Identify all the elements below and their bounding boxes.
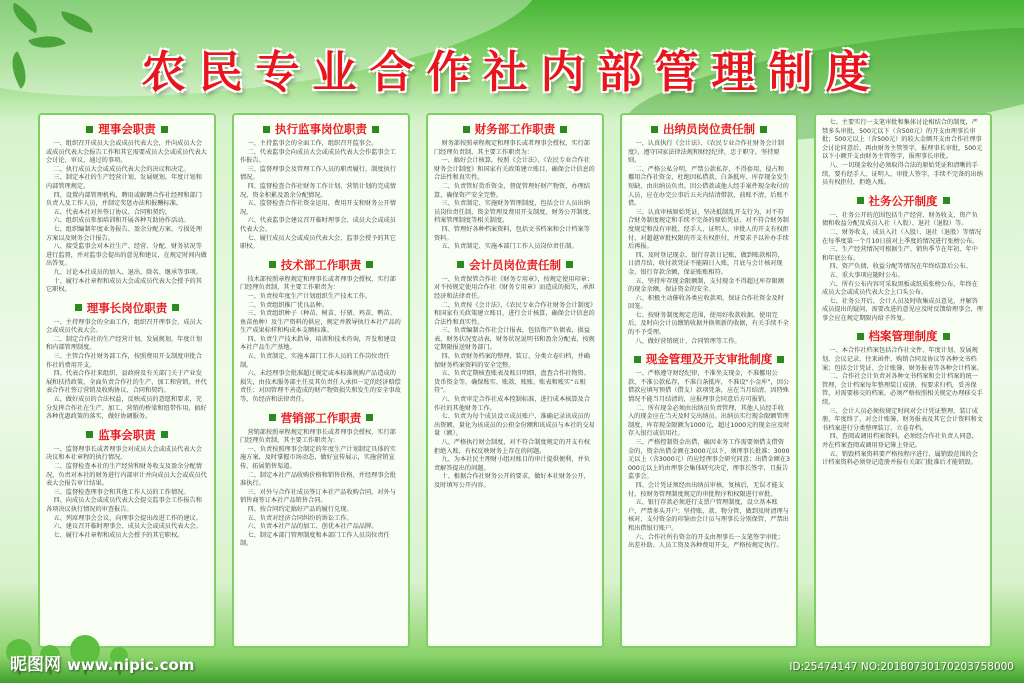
section-heading xyxy=(240,410,402,426)
body-paragraph: 八、接受监事会对本社生产、经营、分配、财务状况等进行监督，并对监事会提出的意见和建议，在规定时间内做出答复。 xyxy=(46,243,207,268)
body-paragraph: 八、严格执行财会制度，对不符合制度规定的开支有权拒绝入账，有权反映财务上存在的问题。 xyxy=(434,439,590,455)
body-paragraph: 二、合作社会计负责对各种文书档案和会计档案的统一管理，会计档案每年整理装订成册，按要求归档，妥善保管，对需要移交的档案，必须严格按照相关规定办理移交手续。 xyxy=(822,373,983,407)
body-paragraph: 四、代表合作社来组织、县政府及有关部门关于产业发展和扶持政策，全面负责合作社的生产、加工和营销，并代表合作社签订营销及收购协议、合同和契约。 xyxy=(46,370,207,395)
square-bullet-icon xyxy=(943,333,950,340)
column-1 xyxy=(38,113,216,648)
body-paragraph: 三、会计人员必须按规定时间对会计凭证整理、装订成册，年度终了，对会计账簿、财务报表及其它会计资料和文书档案进行分类整理装订、立卷存档。 xyxy=(822,407,983,432)
body-paragraph: 六、负责审定合作社成本控制标准，进行成本核算及合作社的其他财务工作。 xyxy=(434,396,590,412)
section xyxy=(46,300,208,422)
body-paragraph: 财务部按照章程规定和理事长或者理事会授权，实行部门经理负责制，其主要工作职责为： xyxy=(434,140,590,156)
body-paragraph: 二、制定本社产品收购价格和销售价格，并经理事会批准执行。 xyxy=(240,471,396,488)
body-paragraph: 三、负责组织种子（种苗、树苗、仔猪、鸡苗、鸭苗、鱼苗鱼种）及生产资料的供应，规定并教导执行本社产品的生产成果标样和构成本支额标准。 xyxy=(240,310,401,335)
body-paragraph: 一、主持监事会的全面工作，组织召开监事会。 xyxy=(247,140,378,147)
body-paragraph: 三、负责编制合作社会计报表，包括资产负债表、损益表、财务状况变动表，财务状况说明书和盈余分配表，按规定期限报送财务部门。 xyxy=(434,327,595,352)
section-heading xyxy=(434,257,596,273)
body-paragraph: 七、履行本社章程和成员大会授予的其它职权。 xyxy=(53,531,184,539)
section xyxy=(240,121,402,252)
body-paragraph: 九、讨论本社成员的加入、退出、除名、继承等事项。 xyxy=(53,268,202,276)
section-title: 执行监事岗位职责 xyxy=(275,122,367,136)
section xyxy=(822,193,984,324)
square-bullet-icon xyxy=(857,197,864,204)
square-bullet-icon xyxy=(760,126,767,133)
body-paragraph: 三、监督检查理事会和其他工作人员的工作情况。 xyxy=(53,488,190,496)
body-paragraph: 九、为本社民主理财小组对账目的审计提供便利，并负责解答提出的问题。 xyxy=(434,456,590,472)
column-4 xyxy=(620,113,798,648)
body-paragraph: 五、代表本社对外签订协议、合同和契约。 xyxy=(53,208,171,216)
body-paragraph: 四、设置内部管理机构，聘用或解聘合作社经理和部门负责人及工作人员，并制定奖惩办法和报酬标准。 xyxy=(46,191,202,208)
section-heading xyxy=(46,300,208,316)
section-heading xyxy=(240,121,402,137)
section xyxy=(434,257,596,491)
body-paragraph: 六、建议召开临时理事会、成员大会或成员代表大会。 xyxy=(53,523,202,531)
section xyxy=(240,257,402,405)
body-paragraph: 五、负责对经济合同纠纷的诉讼工作。 xyxy=(247,514,353,522)
body-paragraph: 七、组织编制年度业务报告、盈余分配方案、亏损处理方案以及财务会计报告。 xyxy=(46,225,202,242)
section-title: 社务公开制度 xyxy=(868,193,938,208)
section-title: 营销部工作职责 xyxy=(280,410,362,425)
section-heading xyxy=(628,351,790,367)
square-bullet-icon xyxy=(75,304,82,311)
body-paragraph: 十、根据合作社财务公开的要求，做好本社财务公开，及时填写公开内容。 xyxy=(434,473,590,489)
body-paragraph: 十、履行本社章程和成员大会或成员代表大会授予的其它职权。 xyxy=(46,277,202,294)
square-bullet-icon xyxy=(372,126,379,133)
square-bullet-icon xyxy=(161,431,168,438)
square-bullet-icon xyxy=(566,261,573,268)
body-paragraph: 三、严格控制资金出借，确因业务工作需要须借支借资金的，资金出借金额在3000元以下，须理事长批准；3000元以上（含3000元）的应经理事会研究同意；出借金额在3000元以上的由理事会集体研究决定，理事长签字，且报告监事会。 xyxy=(628,439,790,481)
watermark-url[interactable]: www.nipic.com xyxy=(67,656,195,674)
body-paragraph: 四、负责财务档案的整理、装订、分类立卷归档，并确保财务档案资料的安全完整。 xyxy=(434,353,590,369)
body-paragraph: 四、会计凭证须经由出纳员审核，复核后，无误才能支付，按财务管理制度规定的审批程序和权限进行审批。 xyxy=(628,481,784,498)
section xyxy=(46,121,208,295)
body-paragraph: 五、负责定期核查账表及账目明细，盘查合作社物资、货币资金等，确保账实、账款、账账、账表和账实“五相符”。 xyxy=(434,370,590,395)
body-paragraph: 五、列席理事会会议，向理事会提出改进工作的建议。 xyxy=(53,514,202,522)
square-bullet-icon xyxy=(269,261,276,268)
section xyxy=(822,328,984,467)
column-3 xyxy=(426,113,604,648)
section-heading xyxy=(46,121,208,137)
section-title: 现金管理及开支审批制度 xyxy=(645,352,773,367)
section-heading xyxy=(628,121,790,137)
square-bullet-icon xyxy=(560,126,567,133)
body-paragraph: 四、及时登记现金、银行存款日记账，做到账款相符，日清月结，收付款凭证不能隔日入账，月底与会计核对现金、银行存款余额，保证账账相符。 xyxy=(628,251,784,276)
body-paragraph: 六、所有公布内容可采取黑板或纸质张榜公布，年终在成员大会或成员代表大会上口头公布。 xyxy=(822,280,978,297)
square-bullet-icon xyxy=(651,126,658,133)
body-paragraph: 八、做好营销统计、合同管理等工作。 xyxy=(635,337,741,345)
body-paragraph: 三、制定本社的生产经营计划、发展规划、年度计划和内部管理规定。 xyxy=(46,174,202,190)
square-bullet-icon xyxy=(86,126,93,133)
section-heading xyxy=(240,257,402,273)
body-paragraph: 四、负责生产技术指导、培训和技术咨询，开发和建设本社产品生产基地。 xyxy=(240,335,396,352)
body-paragraph: 二、监督检查本社的生产经营和财务收支及盈余分配情况，负责对本社的财务进行内部审计并向成员大会或成员代表大会报告审计结果。 xyxy=(46,463,207,488)
body-paragraph: 三、监督理事会及管理工作人员的职责履行，制度执行情况。 xyxy=(240,165,396,182)
section-title: 会计员岗位责任制 xyxy=(469,257,561,272)
section xyxy=(628,121,790,346)
body-paragraph: 三、负责制定、实施财务管理制度，包括会计人员出纳员岗位责任制，资金管理及费用开支制度、财务公开制度、档案管理制度等相关制度。 xyxy=(434,200,595,225)
body-paragraph: 一、社务公开的范围包括生产经营、财务收支、资产负债和收益分配及成员入社（入股）、退社（退股）等。 xyxy=(822,211,978,228)
square-bullet-icon xyxy=(943,197,950,204)
body-paragraph: 七、履行成员大会或成员代表大会、监事会授予的其它职权。 xyxy=(240,234,396,251)
section xyxy=(628,351,790,550)
square-bullet-icon xyxy=(86,431,93,438)
column-5 xyxy=(814,113,992,648)
section-title: 理事长岗位职责 xyxy=(86,300,168,315)
body-paragraph: 六、负责本社产品的加工、创优本社产品品牌。 xyxy=(247,523,378,531)
section-title: 出纳员岗位责任制 xyxy=(663,122,755,136)
body-paragraph: 一、搞好会计核算，按照《会计法》、《农民专业合作社财务会计制度》和国家有关政策建立账目，确保会计信息的合法性和真实性。 xyxy=(434,157,595,182)
square-bullet-icon xyxy=(457,261,464,268)
watermark xyxy=(10,650,194,675)
body-paragraph: 二、所有现金必须由出纳员负责管理，其他人员经手收入的现金应在当天及时交出纳员。出纳员实行现金限额管理制度，库存现金限额为1000元，超过1000元的现金应及时存入银行或信用社。 xyxy=(628,404,790,438)
section xyxy=(46,427,208,541)
body-paragraph: 六、代表监事会建议召开临时理事会、成员大会或成员代表大会。 xyxy=(240,217,396,233)
body-paragraph: 四、查阅或调用档案资料，必须经合作社负责人同意，并在档案查阅或调用登记簿上登记。 xyxy=(822,433,978,449)
body-paragraph: 二、严格公私分明，严禁公款私存，不得套用、侵占和挪用合作社资金，杜绝因私借款、白条抵库、库存现金发生短缺、由出纳员负责。因公借款或他人经手案件现金收付的人员，应在办完公事后五天内结清借款，前账不清，后账不借。 xyxy=(628,165,789,208)
section-title: 理事会职责 xyxy=(98,122,156,136)
body-paragraph: 二、制定合作社的生产经营计划，发展规划，年度计划和内部管理制度。 xyxy=(46,335,202,352)
body-paragraph: 二、执行成员大会或成员代表大会的决议和决定。 xyxy=(53,165,190,173)
section xyxy=(434,121,596,252)
square-bullet-icon xyxy=(172,304,179,311)
body-paragraph: 四、资产负债，收益分配等情况在年终结算后公布。 xyxy=(829,263,972,271)
body-paragraph: 七、社务公开后，会计人员及时收集成员意见，并解答成员提出的疑问，需要改进的意见应及时反馈给理事会，理事会应在规定期限内给予答复。 xyxy=(822,297,983,322)
body-paragraph: 三、主管合作社财务部工作，按照费用开支制度审批合作社的费用开支。 xyxy=(46,353,202,369)
section-heading xyxy=(822,328,984,344)
body-paragraph: 六、积极主动催收各类应收款项，保证合作社资金及时回笼。 xyxy=(628,294,784,311)
section-title: 财务部工作职责 xyxy=(474,122,556,136)
body-paragraph: 四、向成员大会或成员代表大会提交监事会工作报告和各项决议执行情况的审查报告。 xyxy=(46,497,202,513)
body-paragraph: 一、严格遵守财经纪律，不准坐支现金，不准挪用公款，不准公款私存，不准白条抵库，不准设“小金库”，因公借款应填写预借（借支）款项凭条，应在当月结清，因特殊情况不能当月结清的，应报理事会同意后方可报销。 xyxy=(628,370,790,404)
body-paragraph: 技术部按照章程规定和理事长或者理事会授权，实行部门经理负责制，其主要工作职责为： xyxy=(240,275,396,292)
body-paragraph: 四、管理好各种档案资料，包括文书档案和会计档案等资料。 xyxy=(434,225,590,242)
body-paragraph: 五、负责制定、实施本部门工作人员的工作岗位责任制。 xyxy=(240,353,390,369)
body-paragraph: 七、主要实行一支笔审批和集体讨论相结合的制度，严禁多头审批，500元以下（含500元）的开支由理事长审批；500元以上（含500元）的较大金额开支由合作社理事会讨论同意后，再由财务主管签字，报理事长审批，500元以下小额开支由财务主管签字，报理事长审批。 xyxy=(822,119,983,161)
body-paragraph: 三、对外与合作社成员签订本社产品收购合同，对外与销售商签订本社产品销售合同。 xyxy=(240,488,396,505)
section-title: 技术部工作职责 xyxy=(280,257,362,272)
body-paragraph: 二、负责管好货币资金，督促管理好财产物资，办理结算，确保资产安全完整。 xyxy=(434,182,590,199)
body-paragraph: 五、监督检查合作社资金运用，费用开支和财务公开情况。 xyxy=(240,200,396,216)
body-paragraph: 营销部按照章程规定和理事长或者理事会授权，实行部门经理负责制，其主要工作职责为： xyxy=(240,428,396,445)
body-paragraph: 二、负责按《会计法》、《农民专业合作社财务会计制度》和国家有关政策建立账目，进行会计核算，确保会计信息的合法性和真实性。 xyxy=(434,301,595,326)
body-paragraph: 三、认真审核原始凭证，坚决抵制乱开支行为，对不符合财务制度规定和手续不完备的原始凭证、对不符合财务制度规定和没有审批、经手人、证明人、审批人的开支有权拒付，对超越审批权限的开支有权拒付，并要求予以补办手续后再报。 xyxy=(628,208,789,251)
body-paragraph: 一、负责按年度生产计划组织生产技术工作。 xyxy=(247,292,372,300)
body-paragraph: 五、负责制定、实施本部门工作人员岗位责任制。 xyxy=(441,243,578,251)
body-paragraph: 一、组织召开成员大会或成员代表大会，并向成员大会或成员代表大会报告工作和其它需要成员大会或成员代表大会讨论、审议、通过的事项。 xyxy=(46,140,207,165)
square-bullet-icon xyxy=(161,126,168,133)
body-paragraph: 一、认真执行《会计法》、《农民专业合作社财务会计制度》，遵守国家法律法规和财经纪律，忠于职守，坚持原则。 xyxy=(628,140,784,165)
section xyxy=(240,410,402,549)
square-bullet-icon xyxy=(366,261,373,268)
body-paragraph: 一、本合作社档案包括合作社文件、年度计划、发展规划、会议记录、往来函件、购销合同及协议等各种文书档案；包括会计凭证、会计账簿、财务报表等各种会计档案。 xyxy=(822,347,983,372)
body-paragraph: 一、主持理事会的全面工作，组织召开理事会、成员大会或成员代表大会。 xyxy=(46,318,202,335)
body-paragraph: 八、一切现金收付必须取得合法的原始凭证和清晰的手续，要有经手人、证明人、审批人签字，手续不完备的出纳员有权拒付，拒绝入账。 xyxy=(822,161,983,187)
body-paragraph: 六、合作社所有资金的开支由理事长一支笔签字审批；出差补助、人员工资及各种费用开支，严格按规定执行。 xyxy=(628,533,784,550)
square-bullet-icon xyxy=(634,356,641,363)
watermark-brand: 昵图网 xyxy=(10,655,61,675)
body-paragraph: 五、做好成员的合法权益，反映成员的意愿和要求，充分发挥合作社在生产、加工、营销的桥梁和纽带作用，搞好各种优惠政策的落实，做好协调服务。 xyxy=(46,396,207,421)
body-paragraph: 一、监督理事长或者理事会对成员大会或成员代表大会决议和本社章程的执行情况。 xyxy=(46,445,202,462)
body-paragraph: 六、组织成员参加培训和开展各种互助协作活动。 xyxy=(53,217,190,225)
square-bullet-icon xyxy=(857,333,864,340)
body-paragraph: 二、财务收支，成员入社（入股）、退社（退股）等情况在每季度第一个月10日前对上季度的情况进行张榜公布。 xyxy=(822,228,982,245)
square-bullet-icon xyxy=(463,126,470,133)
poster-title: 农民专业合作社内部管理制度 xyxy=(141,47,883,98)
body-paragraph: 七、负责为每个成员设立成员账户，准确记录该成员的出资额、量化为该成员的公积金份额和该成员与本社的交易量（额）。 xyxy=(434,413,595,438)
body-paragraph: 六、未经理事会批准超过规定或本标准规购产品造成的损失，由技术服务部主任及其负责任人承担一定的经济赔偿责任；对因管理不善造成的财产物资损失和发生的安全事故等，负经济和法律责任。 xyxy=(240,370,401,404)
section xyxy=(822,119,984,188)
body-paragraph: 五、坚持库存现金限额制，支付现金不得超过库存限额的现金余额，保证资金的安全。 xyxy=(628,277,784,294)
square-bullet-icon xyxy=(777,356,784,363)
square-bullet-icon xyxy=(269,414,276,421)
square-bullet-icon xyxy=(263,126,270,133)
body-paragraph: 七、按财务制度规定范围，使用好收款收据，使用完后，及时向会计员缴销收据并换领新的收据，有关手续不全的不予受理。 xyxy=(628,311,789,337)
body-paragraph: 二、代表监事会向成员大会或成员代表大会作监事会工作报告。 xyxy=(240,148,396,165)
body-paragraph: 七、制定本部门管理制度和本部门工作人员岗位责任制。 xyxy=(240,531,390,548)
body-paragraph: 五、银行存款必须进行支票户管理制度，设立基本账户，严禁多头开户；坚持账、款、物分管，做到及时清理与核对、支付资金的印鉴由会计员与理事长分别保管，严禁出租出借银行账户。 xyxy=(628,499,789,532)
section-heading xyxy=(46,427,208,443)
body-paragraph: 二、负责组织推广优良品种。 xyxy=(247,301,328,309)
section-heading xyxy=(822,193,984,209)
body-paragraph: 一、负责按照理事会制定的年度生产计划制定具体的实施方案，及时掌握市场动态，做好宣传展示，实施营销宣传、拓展销售渠道。 xyxy=(240,445,396,470)
section-title: 监事会职责 xyxy=(98,427,156,442)
image-id: ID:25474147 NO:20180730170203758000 xyxy=(789,661,1014,673)
body-paragraph: 一、负责保管合作社《财务专用章》，按规定使用印章；对不按规定使用合作社《财务专用章》而造成的损失，承担经济和法律责任。 xyxy=(434,275,595,300)
body-paragraph: 三、生产经营情况可根据生产、销售季节在年初、年中和年底公布。 xyxy=(822,246,978,262)
column-2 xyxy=(232,113,410,648)
body-paragraph: 四、按合同约定搞好产品的履行兑现。 xyxy=(247,505,353,513)
body-paragraph: 四、监督检查合作社财务工作计划，营销计划的完成情况，资金积累及盈余分配情况。 xyxy=(240,182,396,199)
section-title: 档案管理制度 xyxy=(868,329,938,344)
square-bullet-icon xyxy=(366,414,373,421)
body-paragraph: 五、销毁档案资料要严格按程序进行，属销毁范围的会计档案资料必须登记造册并报有关部门批准后才能销毁。 xyxy=(822,450,978,467)
section-heading xyxy=(434,121,596,137)
body-paragraph: 五、重大事项应随时公布。 xyxy=(829,271,904,279)
